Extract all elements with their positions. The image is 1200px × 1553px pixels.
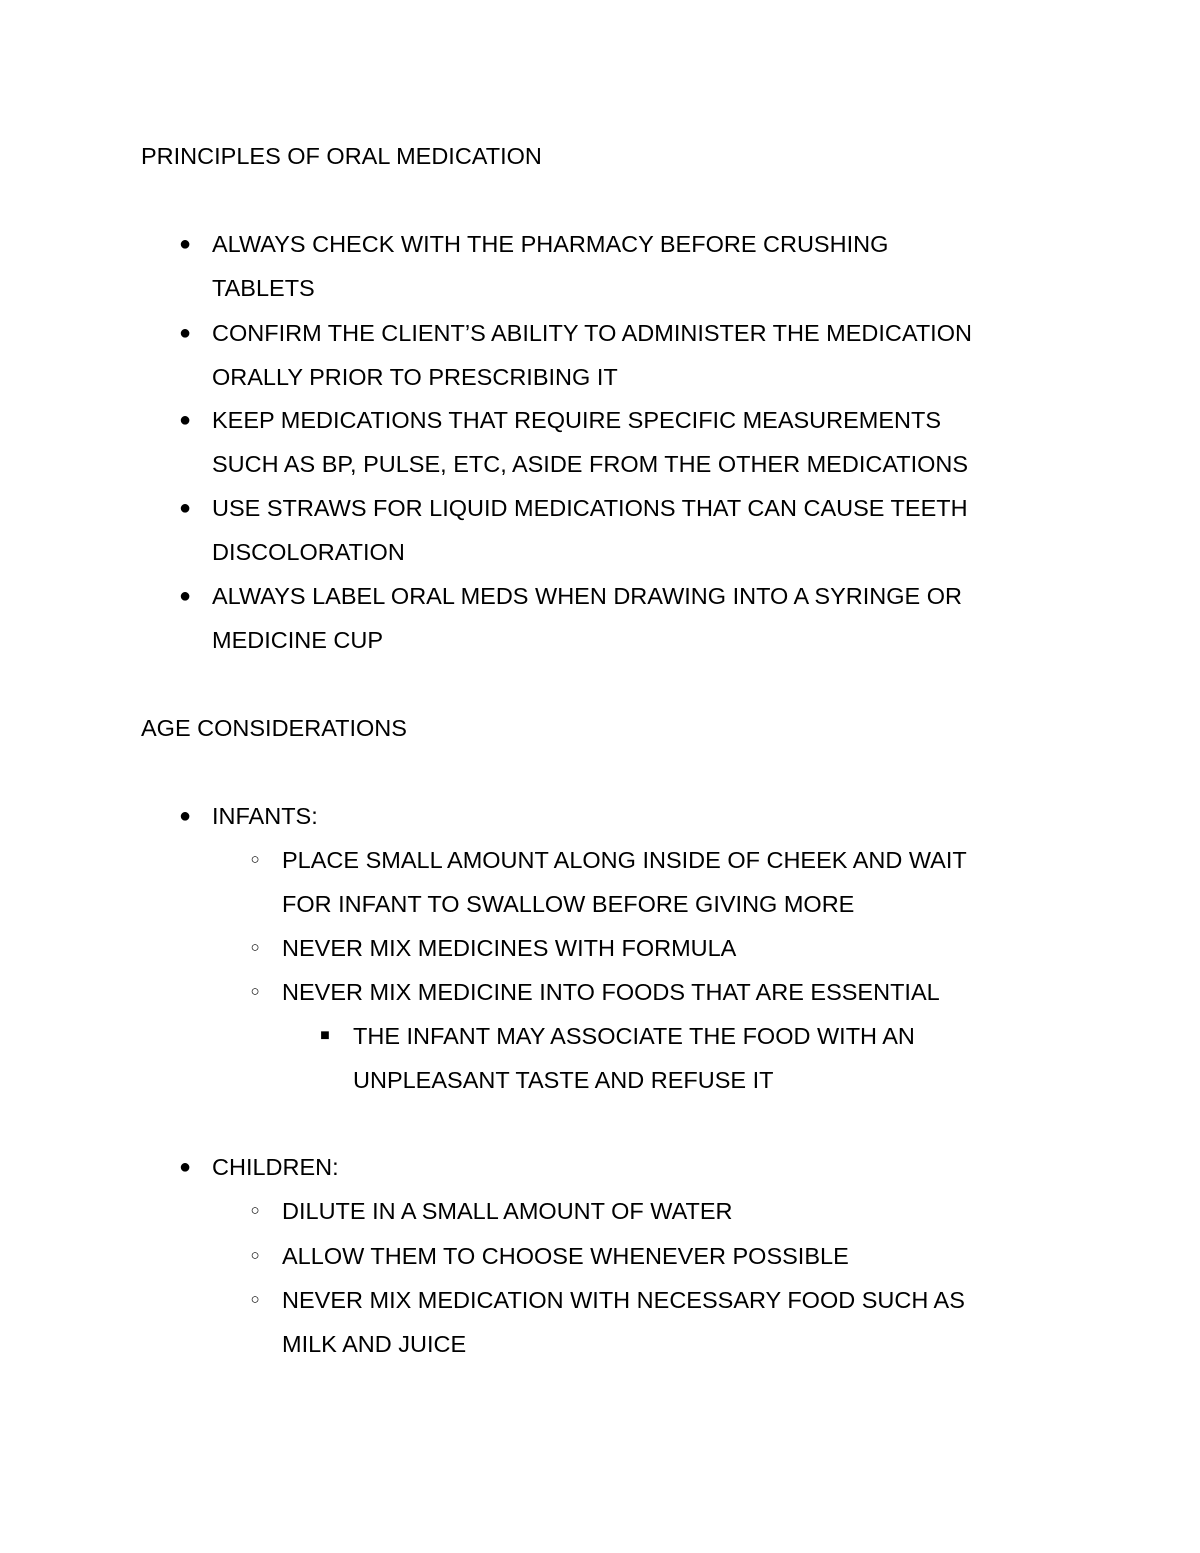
- bullet-icon: ●: [178, 805, 192, 827]
- section-heading-age-considerations: AGE CONSIDERATIONS: [141, 715, 407, 741]
- list-item-infants: INFANTS:: [212, 803, 318, 829]
- hollow-bullet-icon: ○: [250, 939, 260, 956]
- list-item: USE STRAWS FOR LIQUID MEDICATIONS THAT CAN CAUSE TEETH DISCOLORATION: [212, 495, 968, 565]
- bullet-icon: ●: [178, 233, 192, 255]
- hollow-bullet-icon: ○: [250, 1291, 260, 1308]
- bullet-icon: ●: [178, 409, 192, 431]
- hollow-bullet-icon: ○: [250, 1247, 260, 1264]
- list-item: NEVER MIX MEDICATION WITH NECESSARY FOOD SUCH AS MILK AND JUICE: [282, 1287, 965, 1357]
- list-item: ALLOW THEM TO CHOOSE WHENEVER POSSIBLE: [282, 1243, 849, 1269]
- hollow-bullet-icon: ○: [250, 983, 260, 1000]
- bullet-icon: ●: [178, 1156, 192, 1178]
- list-item: CONFIRM THE CLIENT’S ABILITY TO ADMINISTER THE MEDICATION ORALLY PRIOR TO PRESCRIBING IT: [212, 320, 972, 390]
- list-item: THE INFANT MAY ASSOCIATE THE FOOD WITH AN UNPLEASANT TASTE AND REFUSE IT: [353, 1023, 915, 1093]
- list-item: KEEP MEDICATIONS THAT REQUIRE SPECIFIC MEASUREMENTS SUCH AS BP, PULSE, ETC, ASIDE FROM THE OTHER MEDICATIONS: [212, 407, 969, 477]
- square-bullet-icon: ■: [320, 1027, 330, 1044]
- bullet-icon: ●: [178, 322, 192, 344]
- list-item: DILUTE IN A SMALL AMOUNT OF WATER: [282, 1198, 733, 1224]
- list-item: PLACE SMALL AMOUNT ALONG INSIDE OF CHEEK AND WAIT FOR INFANT TO SWALLOW BEFORE GIVING MORE: [282, 847, 967, 917]
- list-item: ALWAYS LABEL ORAL MEDS WHEN DRAWING INTO A SYRINGE OR MEDICINE CUP: [212, 583, 962, 653]
- hollow-bullet-icon: ○: [250, 851, 260, 868]
- bullet-icon: ●: [178, 497, 192, 519]
- bullet-icon: ●: [178, 585, 192, 607]
- list-item: NEVER MIX MEDICINE INTO FOODS THAT ARE ESSENTIAL: [282, 979, 940, 1005]
- section-heading-principles: PRINCIPLES OF ORAL MEDICATION: [141, 143, 542, 169]
- list-item: NEVER MIX MEDICINES WITH FORMULA: [282, 935, 737, 961]
- list-item: ALWAYS CHECK WITH THE PHARMACY BEFORE CRUSHING TABLETS: [212, 231, 889, 301]
- hollow-bullet-icon: ○: [250, 1202, 260, 1219]
- list-item-children: CHILDREN:: [212, 1154, 339, 1180]
